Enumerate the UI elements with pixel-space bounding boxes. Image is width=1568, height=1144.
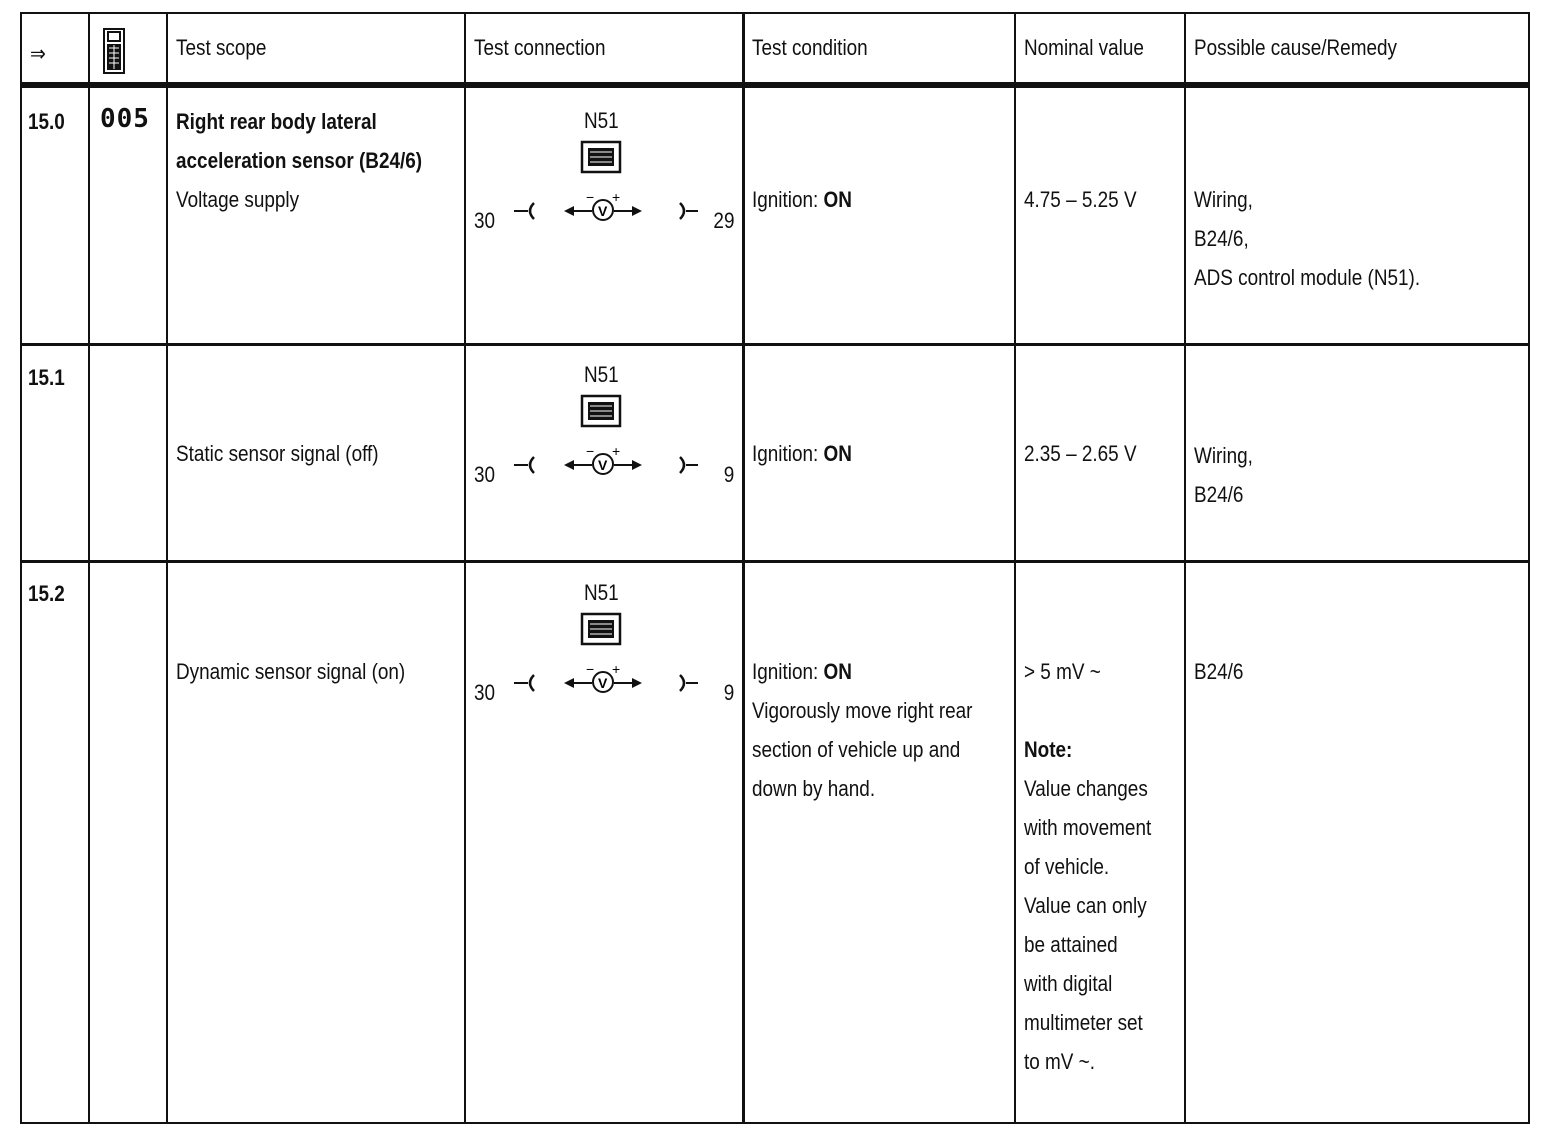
test-connection-diagram [466, 580, 742, 720]
note-line: with movement [1024, 815, 1152, 840]
pin-left: 30 [474, 462, 496, 487]
svg-text:+: + [612, 189, 621, 205]
nominal-value-cell [1024, 652, 1151, 1081]
note-line: with digital [1024, 971, 1113, 996]
condition-value: ON [823, 659, 852, 684]
note-line: of vehicle. [1024, 854, 1110, 879]
step-number: 15.1 [28, 365, 65, 390]
remedy-line: B24/6, [1194, 226, 1249, 251]
remedy-cell [1194, 180, 1420, 297]
header-remedy: Possible cause/Remedy [1194, 35, 1397, 60]
scope-title-line: acceleration sensor (B24/6) [176, 148, 423, 173]
col-border-5 [1014, 12, 1016, 1124]
pin-right: 9 [723, 680, 734, 705]
header-nominal-value: Nominal value [1024, 35, 1144, 60]
step-number: 15.2 [28, 581, 65, 606]
row-divider-1 [20, 343, 1530, 346]
note-line: Value can only [1024, 893, 1147, 918]
condition-value: ON [823, 187, 852, 212]
svg-text:+: + [612, 661, 621, 677]
table-top-border [20, 12, 1530, 14]
test-connection-diagram [466, 362, 742, 502]
row-divider-2 [20, 560, 1530, 563]
test-connection-diagram [466, 108, 742, 248]
header-test-scope: Test scope [176, 35, 267, 60]
remedy-line: Wiring, [1194, 187, 1253, 212]
remedy-line: ADS control module (N51). [1194, 265, 1421, 290]
remedy-cell [1194, 652, 1243, 691]
remedy-line: B24/6 [1194, 482, 1244, 507]
note-line: to mV ~. [1024, 1049, 1095, 1074]
col-border-right [1528, 12, 1530, 1124]
voltmeter-icon [466, 580, 742, 720]
col-border-1 [88, 12, 90, 1124]
condition-line: down by hand. [752, 776, 876, 801]
step-number: 15.0 [28, 109, 65, 134]
remedy-line: Wiring, [1194, 443, 1253, 468]
condition-label: Ignition: [752, 187, 824, 212]
svg-text:−: − [586, 661, 595, 677]
col-border-6 [1184, 12, 1186, 1124]
svg-text:−: − [586, 443, 595, 459]
module-label: N51 [584, 108, 619, 133]
fault-code: 005 [100, 104, 150, 134]
pin-right: 29 [712, 208, 734, 233]
header-test-condition: Test condition [752, 35, 868, 60]
col-border-left [20, 12, 22, 1124]
remedy-line: B24/6 [1194, 659, 1244, 684]
condition-line: Vigorously move right rear [752, 698, 973, 723]
note-line: be attained [1024, 932, 1118, 957]
nominal-value: > 5 mV ~ [1024, 659, 1101, 684]
test-table [20, 12, 1530, 1124]
pin-right: 9 [723, 462, 734, 487]
nominal-value-cell: 4.75 – 5.25 V [1024, 187, 1137, 212]
svg-text:−: − [586, 189, 595, 205]
test-scope-cell [176, 102, 422, 219]
arrow-icon: ⇒ [30, 41, 46, 66]
condition-label: Ignition: [752, 441, 824, 466]
nominal-value-cell: 2.35 – 2.65 V [1024, 441, 1137, 466]
scope-text: Dynamic sensor signal (on) [176, 659, 406, 684]
svg-text:V: V [598, 203, 608, 219]
scope-title-line: Right rear body lateral [176, 109, 377, 134]
svg-text:V: V [598, 675, 608, 691]
pin-left: 30 [474, 680, 496, 705]
note-line: Value changes [1024, 776, 1148, 801]
svg-text:+: + [612, 443, 621, 459]
condition-label: Ignition: [752, 659, 824, 684]
table-bottom-border [20, 1122, 1530, 1124]
test-condition-cell [752, 434, 852, 473]
voltmeter-icon [466, 108, 742, 248]
note-line: multimeter set [1024, 1010, 1143, 1035]
condition-line: section of vehicle up and [752, 737, 961, 762]
pin-left: 30 [474, 208, 496, 233]
col-border-2 [166, 12, 168, 1124]
test-condition-cell [752, 180, 852, 219]
voltmeter-icon [466, 362, 742, 502]
svg-text:V: V [598, 457, 608, 473]
scope-text: Voltage supply [176, 187, 300, 212]
condition-value: ON [823, 441, 852, 466]
header-bottom-border [20, 82, 1530, 88]
module-label: N51 [584, 362, 619, 387]
note-title: Note: [1024, 737, 1073, 762]
test-condition-cell [752, 652, 972, 808]
scope-text: Static sensor signal (off) [176, 441, 379, 466]
module-label: N51 [584, 580, 619, 605]
remedy-cell [1194, 436, 1253, 514]
col-border-4 [742, 12, 745, 1124]
header-test-connection: Test connection [474, 35, 606, 60]
handheld-tester-icon [102, 28, 126, 79]
